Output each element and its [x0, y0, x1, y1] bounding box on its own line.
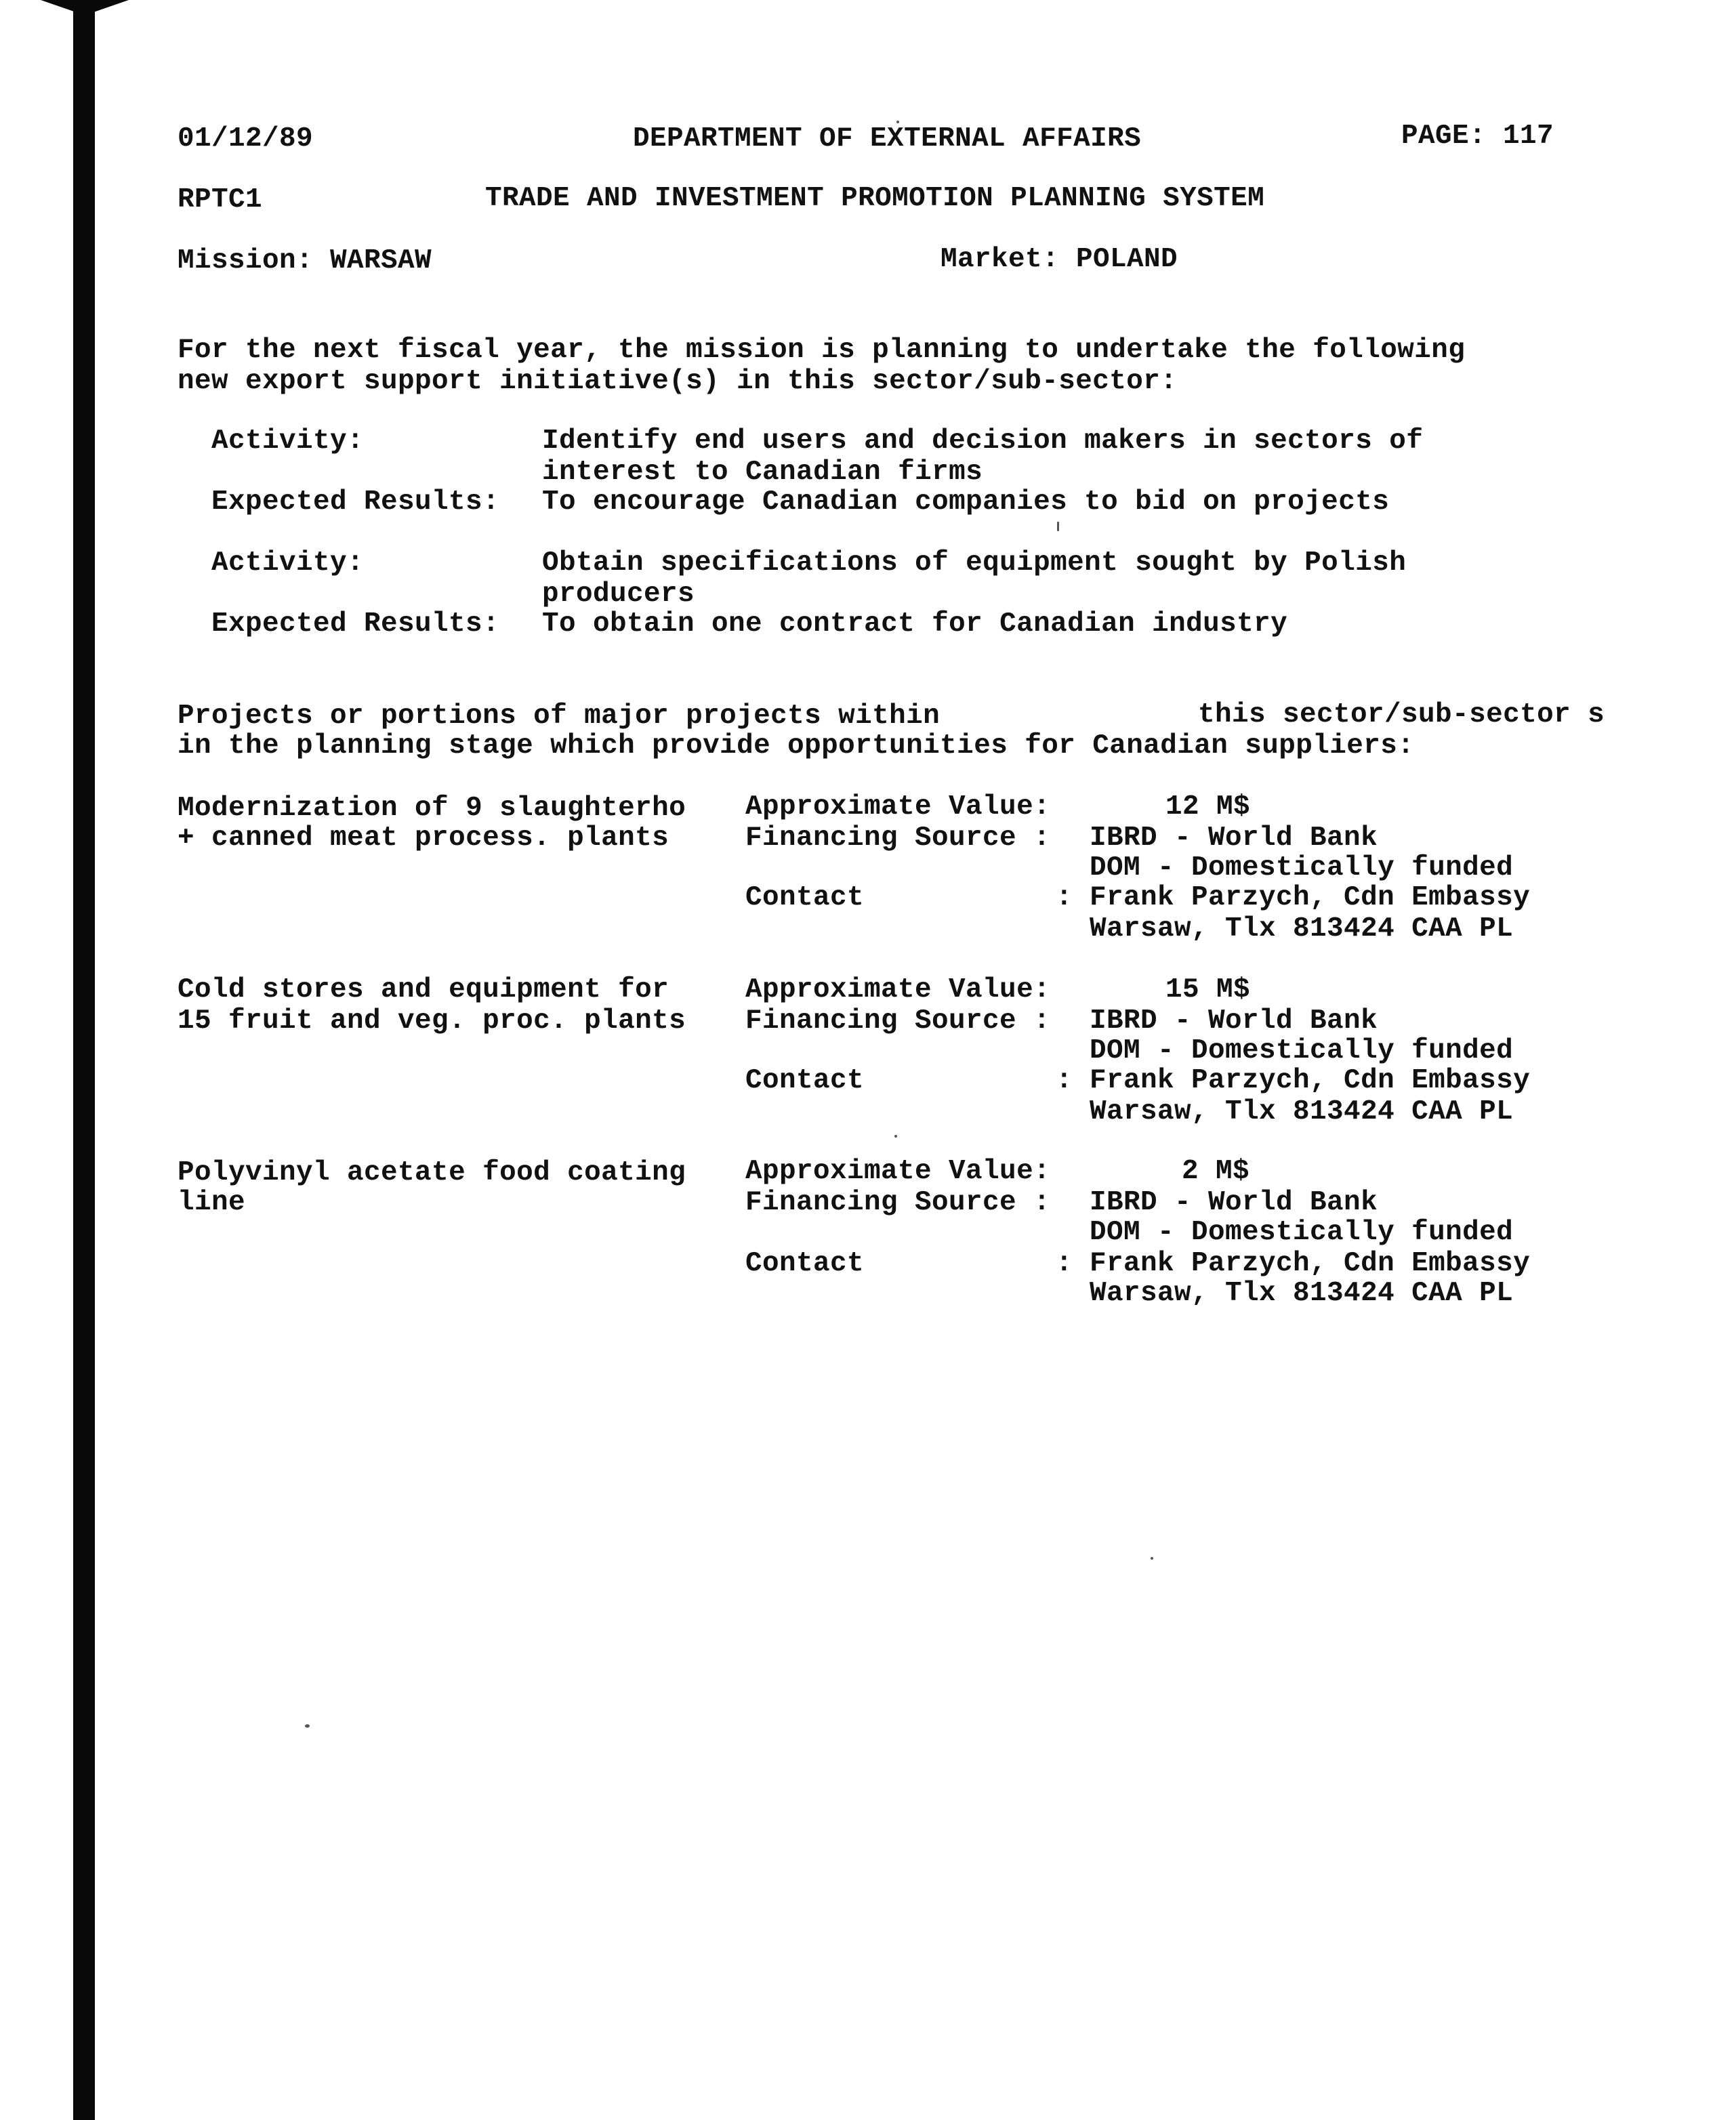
- report-code: RPTC1: [178, 184, 263, 215]
- financing-source: IBRD - World Bank: [1090, 823, 1378, 854]
- approximate-value-label: Approximate Value:: [745, 791, 1051, 823]
- activity-label: Activity:: [211, 425, 365, 457]
- approximate-value-label: Approximate Value:: [745, 974, 1051, 1005]
- scan-speck: [894, 1135, 897, 1138]
- page-number: PAGE: 117: [1401, 121, 1554, 152]
- market-field: Market: POLAND: [941, 244, 1178, 275]
- contact-label: Contact: [745, 882, 865, 913]
- scan-binding-edge-top: [41, 0, 129, 12]
- financing-source: DOM - Domestically funded: [1090, 1035, 1514, 1066]
- project-name: 15 fruit and veg. proc. plants: [178, 1005, 686, 1037]
- scan-speck: [1057, 522, 1059, 531]
- approximate-value: 12 M$: [1165, 791, 1251, 823]
- financing-source: IBRD - World Bank: [1090, 1187, 1378, 1218]
- financing-source: DOM - Domestically funded: [1090, 852, 1514, 884]
- financing-source: IBRD - World Bank: [1090, 1005, 1378, 1037]
- projects-intro-line-2: in the planning stage which provide opportunities for Canadian suppliers:: [178, 730, 1415, 762]
- system-title: TRADE AND INVESTMENT PROMOTION PLANNING SYSTEM: [485, 183, 1265, 214]
- activity-text: interest to Canadian firms: [542, 457, 983, 488]
- report-date: 01/12/89: [178, 123, 314, 154]
- expected-results-label: Expected Results:: [211, 608, 500, 640]
- activity-label: Activity:: [211, 547, 365, 579]
- project-name: + canned meat process. plants: [178, 823, 669, 854]
- activity-text: producers: [542, 579, 695, 610]
- contact-colon: :: [1056, 1248, 1073, 1279]
- scan-speck: [1151, 1557, 1153, 1560]
- contact-name: Frank Parzych, Cdn Embassy: [1090, 1248, 1531, 1279]
- project-name: Cold stores and equipment for: [178, 974, 669, 1005]
- contact-label: Contact: [745, 1065, 865, 1096]
- financing-source: DOM - Domestically funded: [1090, 1217, 1514, 1248]
- projects-intro-line-1a: Projects or portions of major projects within: [178, 701, 941, 732]
- contact-address: Warsaw, Tlx 813424 CAA PL: [1090, 1096, 1514, 1127]
- approximate-value: 15 M$: [1165, 974, 1251, 1005]
- contact-address: Warsaw, Tlx 813424 CAA PL: [1090, 1278, 1514, 1309]
- contact-label: Contact: [745, 1248, 865, 1279]
- contact-colon: :: [1056, 882, 1073, 913]
- project-name: line: [178, 1187, 246, 1218]
- department-name: DEPARTMENT OF EXTERNAL AFFAIRS: [633, 123, 1142, 154]
- intro-line-2: new export support initiative(s) in this sector/sub-sector:: [178, 366, 1178, 397]
- mission-field: Mission: WARSAW: [178, 245, 432, 276]
- contact-name: Frank Parzych, Cdn Embassy: [1090, 882, 1531, 913]
- financing-source-label: Financing Source :: [745, 1187, 1051, 1218]
- expected-results-label: Expected Results:: [211, 486, 500, 518]
- approximate-value: 2 M$: [1182, 1156, 1250, 1187]
- expected-results-text: To encourage Canadian companies to bid on projects: [542, 486, 1390, 518]
- expected-results-text: To obtain one contract for Canadian industry: [542, 608, 1288, 640]
- intro-line-1: For the next fiscal year, the mission is planning to undertake the following: [178, 335, 1466, 366]
- contact-address: Warsaw, Tlx 813424 CAA PL: [1090, 913, 1514, 944]
- activity-text: Obtain specifications of equipment sought by Polish: [542, 547, 1407, 579]
- contact-name: Frank Parzych, Cdn Embassy: [1090, 1065, 1531, 1096]
- contact-colon: :: [1056, 1065, 1073, 1096]
- financing-source-label: Financing Source :: [745, 1005, 1051, 1037]
- project-name: Modernization of 9 slaughterho: [178, 793, 686, 824]
- project-name: Polyvinyl acetate food coating: [178, 1157, 686, 1188]
- scan-binding-edge: [73, 0, 95, 2120]
- scan-speck: [305, 1724, 310, 1728]
- activity-text: Identify end users and decision makers in sectors of: [542, 425, 1424, 457]
- projects-intro-line-1b: this sector/sub-sector s: [1198, 699, 1605, 730]
- approximate-value-label: Approximate Value:: [745, 1156, 1051, 1187]
- financing-source-label: Financing Source :: [745, 823, 1051, 854]
